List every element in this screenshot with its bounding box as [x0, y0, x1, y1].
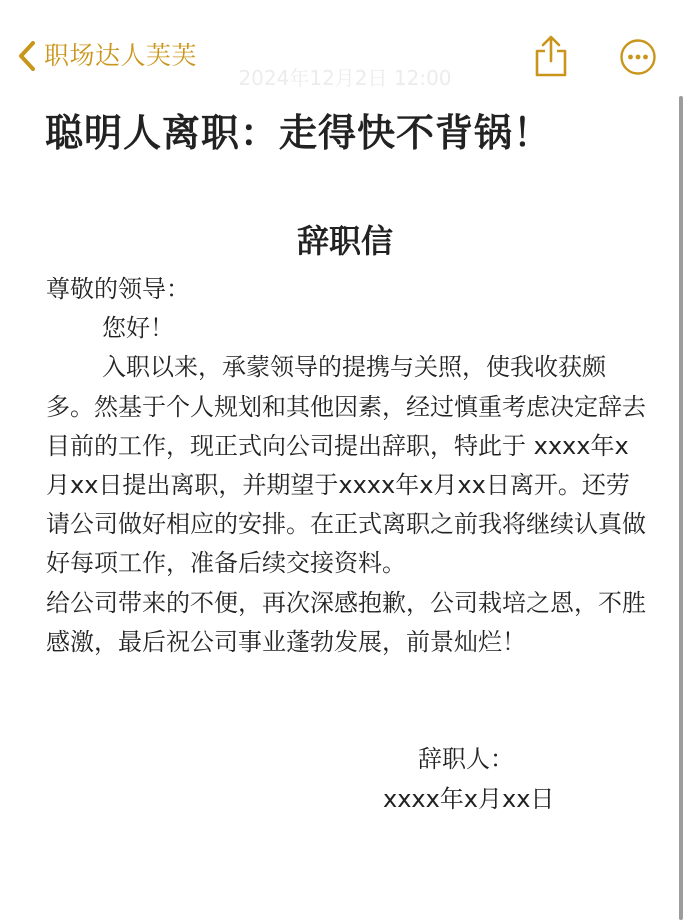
top-bar	[0, 0, 690, 112]
note-title: 聪明人离职：走得快不背锅！	[45, 111, 553, 155]
more-icon	[619, 61, 657, 80]
salutation: 尊敬的领导：	[46, 275, 190, 303]
note-body	[46, 270, 646, 662]
greeting: 您好！	[102, 314, 174, 343]
share-icon	[531, 63, 571, 82]
letter-title: 辞职信	[296, 222, 393, 260]
note-timestamp: 2024年12月2日 12:00	[238, 66, 452, 90]
share-button[interactable]	[531, 34, 571, 78]
more-button[interactable]	[619, 38, 657, 76]
back-label: 职场达人芙芙	[44, 41, 198, 70]
paragraph-2: 给公司带来的不便，再次深感抱歉，公司栽培之恩，不胜感激，最后祝公司事业蓬勃发展，前景灿烂！	[46, 588, 646, 656]
signature-date: xxxx年x月xx日	[383, 785, 555, 813]
signature-label: 辞职人：	[418, 745, 514, 773]
paragraph-1: 入职以来，承蒙领导的提携与关照，使我收获颇多。然基于个人规划和其他因素，经过慎重考虑决定辞去目前的工作，现正式向公司提出辞职，特此于 xxxx年x月xx日提出离职，并期望于xxxx年x月xx日离开。还劳请公司做好相应的安排。在正式离职之前我将继续认真做好每项工作，准备后续交接资料。	[46, 353, 646, 578]
